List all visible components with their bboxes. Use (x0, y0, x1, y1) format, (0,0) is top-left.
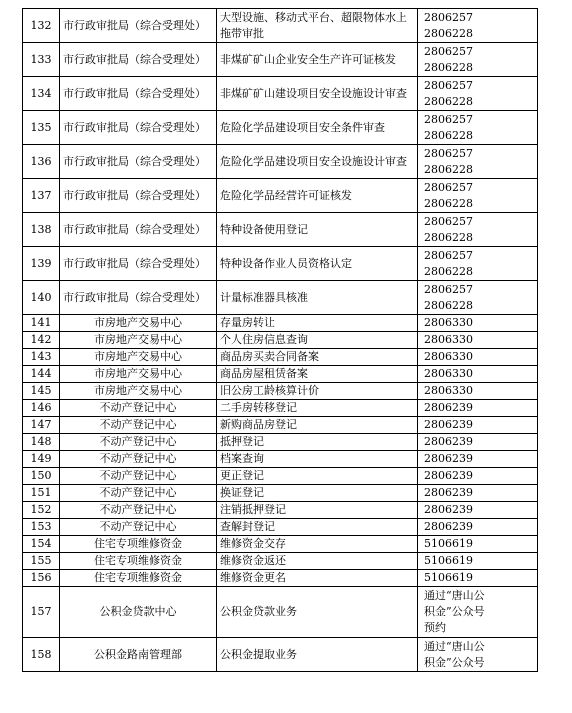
contact-line: 通过“唐山公 (424, 589, 485, 602)
row-number: 148 (23, 434, 60, 451)
table-row (23, 587, 538, 638)
contact-line: 2806257 (424, 214, 473, 228)
contact-line: 2806257 (424, 180, 473, 194)
contact-cell (418, 366, 538, 383)
row-number: 145 (23, 383, 60, 400)
service-item-cell: 维修资金返还 (217, 553, 418, 570)
row-number: 156 (23, 570, 60, 587)
row-number: 153 (23, 519, 60, 536)
contact-cell (418, 349, 538, 366)
department-cell: 市行政审批局（综合受理处） (60, 9, 217, 43)
service-item-cell: 特种设备作业人员资格认定 (217, 247, 418, 281)
contact-line: 2806330 (424, 333, 473, 346)
department-cell: 不动产登记中心 (60, 468, 217, 485)
contact-cell (418, 77, 538, 111)
contact-line: 5106619 (424, 554, 473, 567)
service-item-cell: 旧公房工龄核算计价 (217, 383, 418, 400)
contact-cell (418, 451, 538, 468)
row-number: 137 (23, 179, 60, 213)
table-row (23, 468, 538, 485)
contact-line: 2806228 (424, 264, 473, 278)
row-number: 154 (23, 536, 60, 553)
table-row (23, 519, 538, 536)
row-number: 142 (23, 332, 60, 349)
table-row (23, 366, 538, 383)
service-item-cell: 二手房转移登记 (217, 400, 418, 417)
contact-cell (418, 468, 538, 485)
contact-cell (418, 383, 538, 400)
table-row (23, 417, 538, 434)
contact-line: 积金”公众号 (424, 605, 485, 618)
contact-line: 2806228 (424, 26, 473, 40)
contact-cell (418, 519, 538, 536)
contact-line: 2806257 (424, 146, 473, 160)
contact-line: 2806239 (424, 503, 473, 516)
service-item-cell: 换证登记 (217, 485, 418, 502)
row-number: 139 (23, 247, 60, 281)
service-item-cell: 商品房买卖合同备案 (217, 349, 418, 366)
row-number: 134 (23, 77, 60, 111)
service-item-cell: 特种设备使用登记 (217, 213, 418, 247)
contact-cell (418, 213, 538, 247)
department-cell: 市房地产交易中心 (60, 383, 217, 400)
service-item-cell: 商品房屋租赁备案 (217, 366, 418, 383)
row-number: 149 (23, 451, 60, 468)
contact-cell (418, 332, 538, 349)
department-cell: 不动产登记中心 (60, 502, 217, 519)
department-cell: 市房地产交易中心 (60, 366, 217, 383)
contact-line: 2806228 (424, 298, 473, 312)
contact-line: 2806239 (424, 452, 473, 465)
table-row (23, 332, 538, 349)
department-cell: 住宅专项维修资金 (60, 570, 217, 587)
row-number: 158 (23, 638, 60, 672)
table-row (23, 111, 538, 145)
service-item-cell: 维修资金交存 (217, 536, 418, 553)
department-cell: 不动产登记中心 (60, 485, 217, 502)
row-number: 152 (23, 502, 60, 519)
service-item-cell: 抵押登记 (217, 434, 418, 451)
department-cell: 不动产登记中心 (60, 417, 217, 434)
table-row (23, 145, 538, 179)
contact-line: 2806257 (424, 282, 473, 296)
table-row (23, 315, 538, 332)
department-cell: 住宅专项维修资金 (60, 553, 217, 570)
contact-line: 2806330 (424, 384, 473, 397)
contact-cell (418, 502, 538, 519)
department-cell: 市行政审批局（综合受理处） (60, 247, 217, 281)
row-number: 135 (23, 111, 60, 145)
department-cell: 公积金贷款中心 (60, 587, 217, 638)
contact-line: 2806228 (424, 94, 473, 108)
service-item-cell: 大型设施、移动式平台、超限物体水上拖带审批 (217, 9, 418, 43)
contact-cell (418, 485, 538, 502)
contact-line: 2806228 (424, 196, 473, 210)
service-item-cell: 新购商品房登记 (217, 417, 418, 434)
service-item-cell: 危险化学品建设项目安全设施设计审查 (217, 145, 418, 179)
table-row (23, 43, 538, 77)
service-item-cell: 非煤矿矿山建设项目安全设施设计审查 (217, 77, 418, 111)
department-cell: 不动产登记中心 (60, 434, 217, 451)
contact-cell (418, 111, 538, 145)
row-number: 147 (23, 417, 60, 434)
row-number: 141 (23, 315, 60, 332)
service-item-cell: 注销抵押登记 (217, 502, 418, 519)
contact-cell (418, 417, 538, 434)
contact-cell (418, 43, 538, 77)
service-item-cell: 更正登记 (217, 468, 418, 485)
contact-line: 2806228 (424, 230, 473, 244)
service-item-cell: 计量标准器具核准 (217, 281, 418, 315)
contact-line: 预约 (424, 621, 446, 634)
department-cell: 市行政审批局（综合受理处） (60, 213, 217, 247)
department-cell: 市行政审批局（综合受理处） (60, 77, 217, 111)
table-row (23, 485, 538, 502)
contact-line: 2806239 (424, 418, 473, 431)
department-cell: 市房地产交易中心 (60, 349, 217, 366)
contact-line: 2806239 (424, 520, 473, 533)
department-cell: 不动产登记中心 (60, 400, 217, 417)
service-item-cell: 危险化学品经营许可证核发 (217, 179, 418, 213)
service-item-cell: 维修资金更名 (217, 570, 418, 587)
row-number: 133 (23, 43, 60, 77)
contact-cell (418, 587, 538, 638)
contact-line: 2806330 (424, 350, 473, 363)
service-item-cell: 公积金提取业务 (217, 638, 418, 672)
contact-cell (418, 434, 538, 451)
contact-line: 2806239 (424, 469, 473, 482)
table-row (23, 247, 538, 281)
service-item-cell: 档案查询 (217, 451, 418, 468)
contact-line: 5106619 (424, 571, 473, 584)
contact-line: 积金”公众号 (424, 655, 485, 669)
contact-line: 2806228 (424, 162, 473, 176)
contact-line: 2806257 (424, 248, 473, 262)
service-item-cell: 危险化学品建设项目安全条件审查 (217, 111, 418, 145)
contact-cell (418, 9, 538, 43)
contact-cell (418, 400, 538, 417)
table-row (23, 9, 538, 43)
row-number: 136 (23, 145, 60, 179)
department-cell: 市房地产交易中心 (60, 315, 217, 332)
contact-line: 2806257 (424, 10, 473, 24)
department-cell: 市行政审批局（综合受理处） (60, 43, 217, 77)
row-number: 144 (23, 366, 60, 383)
contact-line: 2806330 (424, 367, 473, 380)
contact-cell (418, 145, 538, 179)
department-cell: 住宅专项维修资金 (60, 536, 217, 553)
contact-cell (418, 638, 538, 672)
department-cell: 市行政审批局（综合受理处） (60, 281, 217, 315)
table-row (23, 281, 538, 315)
row-number: 138 (23, 213, 60, 247)
contact-cell (418, 315, 538, 332)
table-row (23, 570, 538, 587)
department-cell: 不动产登记中心 (60, 451, 217, 468)
department-cell: 市行政审批局（综合受理处） (60, 111, 217, 145)
contact-cell (418, 247, 538, 281)
service-item-cell: 非煤矿矿山企业安全生产许可证核发 (217, 43, 418, 77)
contact-line: 2806228 (424, 60, 473, 74)
table-row (23, 400, 538, 417)
contact-line: 2806239 (424, 401, 473, 414)
table-row (23, 349, 538, 366)
row-number: 143 (23, 349, 60, 366)
row-number: 157 (23, 587, 60, 638)
contact-line: 2806330 (424, 316, 473, 329)
table-row (23, 77, 538, 111)
department-cell: 公积金路南管理部 (60, 638, 217, 672)
contact-cell (418, 281, 538, 315)
contact-line: 2806228 (424, 128, 473, 142)
contact-cell (418, 553, 538, 570)
table-body (23, 9, 538, 672)
table-row (23, 451, 538, 468)
table-row (23, 179, 538, 213)
table-row (23, 434, 538, 451)
contact-cell (418, 570, 538, 587)
service-item-cell: 个人住房信息查询 (217, 332, 418, 349)
contact-cell (418, 179, 538, 213)
contact-line: 5106619 (424, 537, 473, 550)
contact-line: 2806257 (424, 78, 473, 92)
contact-line: 2806257 (424, 112, 473, 126)
row-number: 140 (23, 281, 60, 315)
table-row (23, 536, 538, 553)
table-row (23, 213, 538, 247)
table-row (23, 638, 538, 672)
contact-cell (418, 536, 538, 553)
service-item-cell: 查解封登记 (217, 519, 418, 536)
table-row (23, 502, 538, 519)
service-item-cell: 存量房转让 (217, 315, 418, 332)
contact-line: 2806239 (424, 435, 473, 448)
department-cell: 市行政审批局（综合受理处） (60, 179, 217, 213)
row-number: 150 (23, 468, 60, 485)
contact-line: 2806257 (424, 44, 473, 58)
service-item-cell: 公积金贷款业务 (217, 587, 418, 638)
table-row (23, 553, 538, 570)
contact-line: 通过“唐山公 (424, 639, 485, 653)
service-contact-table (22, 8, 538, 672)
department-cell: 市行政审批局（综合受理处） (60, 145, 217, 179)
row-number: 155 (23, 553, 60, 570)
row-number: 151 (23, 485, 60, 502)
table-row (23, 383, 538, 400)
department-cell: 不动产登记中心 (60, 519, 217, 536)
row-number: 132 (23, 9, 60, 43)
contact-line: 2806239 (424, 486, 473, 499)
row-number: 146 (23, 400, 60, 417)
department-cell: 市房地产交易中心 (60, 332, 217, 349)
